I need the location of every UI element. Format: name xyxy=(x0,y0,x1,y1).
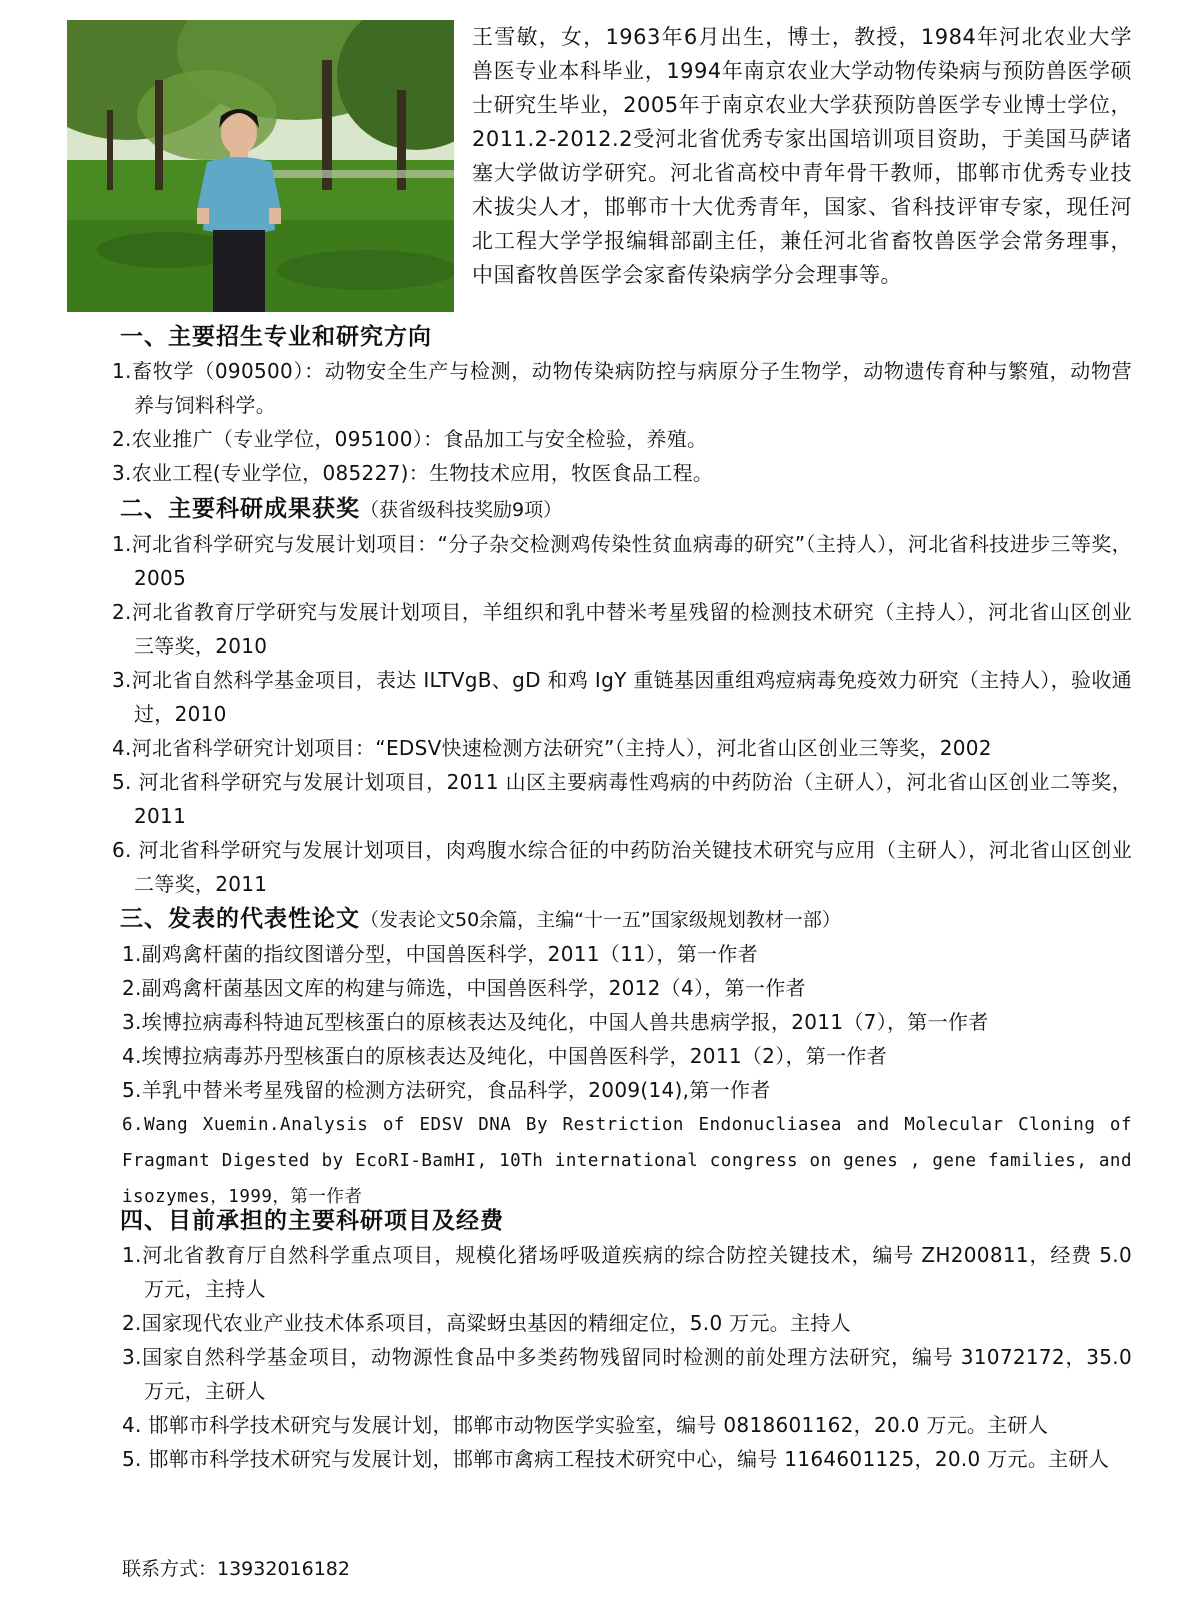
list-item: 2.农业推广（专业学位，095100）：食品加工与安全检验，养殖。 xyxy=(112,427,708,451)
list-item: 4. 邯郸市科学技术研究与发展计划，邯郸市动物医学实验室，编号 0818601162，20.0 万元。主研人 xyxy=(122,1413,1049,1437)
list-item: 1.副鸡禽杆菌的指纹图谱分型，中国兽医科学，2011（11），第一作者 xyxy=(122,942,758,966)
section-admission-majors xyxy=(112,320,1132,490)
section-title: 一、主要招生专业和研究方向 xyxy=(120,324,432,350)
section-title: 三、发表的代表性论文 xyxy=(120,906,360,932)
list-item: 5.羊乳中替米考星残留的检测方法研究，食品科学，2009(14),第一作者 xyxy=(122,1078,771,1102)
portrait-image xyxy=(67,20,454,312)
list-item: 3.埃博拉病毒科特迪瓦型核蛋白的原核表达及纯化，中国人兽共患病学报，2011（7），第一作者 xyxy=(122,1010,989,1034)
list-item: 2.副鸡禽杆菌基因文库的构建与筛选，中国兽医科学，2012（4），第一作者 xyxy=(122,976,806,1000)
section-note: （获省级科技奖励9项） xyxy=(360,499,563,521)
list-item: 6.Wang Xuemin.Analysis of EDSV DNA By Restriction Endonucliasea and Molecular Cloning of Fragmant Digested by EcoRI-BamHI, 10Th international congress on genes , gene families, and isozymes，1999，第一作者 xyxy=(122,1115,1132,1207)
list-item: 6. 河北省科学研究与发展计划项目，肉鸡腹水综合征的中药防治关键技术研究与应用（主研人），河北省山区创业二等奖，2011 xyxy=(112,838,1132,896)
list-item: 3.国家自然科学基金项目，动物源性食品中多类药物残留同时检测的前处理方法研究，编号 31072172，35.0 万元，主研人 xyxy=(122,1345,1132,1403)
list-item: 1.河北省科学研究与发展计划项目：“分子杂交检测鸡传染性贫血病毒的研究”（主持人），河北省科技进步三等奖，2005 xyxy=(112,532,1132,590)
list-item: 1.河北省教育厅自然科学重点项目，规模化猪场呼吸道疾病的综合防控关键技术，编号 ZH200811，经费 5.0 万元，主持人 xyxy=(122,1243,1132,1301)
section-title: 四、目前承担的主要科研项目及经费 xyxy=(120,1208,504,1234)
list-item: 5. 邯郸市科学技术研究与发展计划，邯郸市禽病工程技术研究中心，编号 1164601125，20.0 万元。主研人 xyxy=(122,1447,1110,1471)
list-item: 1.畜牧学（090500）：动物安全生产与检测，动物传染病防控与病原分子生物学，动物遗传育种与繁殖，动物营养与饲料科学。 xyxy=(112,359,1132,417)
contact-info: 联系方式：13932016182 xyxy=(122,1558,350,1580)
section-publications xyxy=(112,902,1132,1215)
section-awards xyxy=(112,492,1132,901)
list-item: 2.河北省教育厅学研究与发展计划项目，羊组织和乳中替米考星残留的检测技术研究（主持人），河北省山区创业三等奖，2010 xyxy=(112,600,1132,658)
section-title-row xyxy=(120,902,1132,937)
biography-text: 王雪敏，女，1963年6月出生，博士，教授，1984年河北农业大学兽医专业本科毕业，1994年南京农业大学动物传染病与预防兽医学硕士研究生毕业，2005年于南京农业大学获预防兽医学专业博士学位，2011.2-2012.2受河北省优秀专家出国培训项目资助，于美国马萨诸塞大学做访学研究。河北省高校中青年骨干教师，邯郸市优秀专业技术拔尖人才，邯郸市十大优秀青年，国家、省科技评审专家，现任河北工程大学学报编辑部副主任，兼任河北省畜牧兽医学会常务理事，中国畜牧兽医学会家畜传染病学分会理事等。 xyxy=(472,25,1132,287)
portrait-photo xyxy=(67,20,454,312)
list-item: 2.国家现代农业产业技术体系项目，高粱蚜虫基因的精细定位，5.0 万元。主持人 xyxy=(122,1311,851,1335)
list-item: 3.农业工程(专业学位，085227)：生物技术应用，牧医食品工程。 xyxy=(112,461,714,485)
list-item: 4.河北省科学研究计划项目：“EDSV快速检测方法研究”（主持人），河北省山区创业三等奖，2002 xyxy=(112,736,992,760)
section-title: 二、主要科研成果获奖 xyxy=(120,496,360,522)
list-item: 4.埃博拉病毒苏丹型核蛋白的原核表达及纯化，中国兽医科学，2011（2），第一作者 xyxy=(122,1044,888,1068)
list-item: 3.河北省自然科学基金项目，表达 ILTVgB、gD 和鸡 IgY 重链基因重组鸡痘病毒免疫效力研究（主持人），验收通过，2010 xyxy=(112,668,1132,726)
section-title-row xyxy=(120,492,1132,527)
section-note: （发表论文50余篇，主编“十一五”国家级规划教材一部） xyxy=(360,909,841,931)
section-current-projects xyxy=(112,1204,1132,1476)
list-item: 5. 河北省科学研究与发展计划项目，2011 山区主要病毒性鸡病的中药防治（主研人），河北省山区创业二等奖，2011 xyxy=(112,770,1132,828)
